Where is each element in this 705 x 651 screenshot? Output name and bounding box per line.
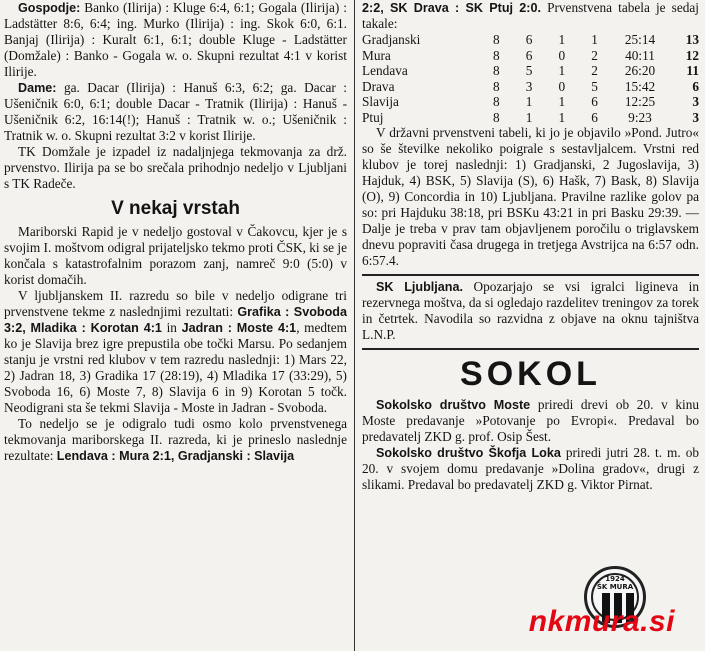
table-cell: 26:20 [624,63,656,78]
maribor-class-article: To nedeljo se je odigralo tudi osmo kolo prvenstvenega tekmovanja mariborskega II. razreda, ki je prineslo naslednje rezultate: Lendava : Mura 2:1, Gradjanski : Slavija [4,416,347,463]
table-cell: 12:25 [624,94,656,109]
club-logo: 1924 ŠK MURA [584,566,646,628]
sokol-moste-notice: Sokolsko društvo Moste priredi drevi ob 20. v kinu Moste predavanje »Potovanje po Evropi«. Predaval bo predavatelj ZKD g. prof. Osip Šest. [362,397,699,444]
table-cell: 9:23 [628,109,652,125]
table-cell: 6 [692,78,699,94]
table-cell: 6 [591,109,598,125]
sokol-skofja-loka-notice: Sokolsko društvo Škofja Loka priredi jutri 28. t. m. ob 20. v svojem domu predavanje »Dolina gradov«, drugi z slikami. Predaval bo predavatelj ZKD g. Viktor Pirnat. [362,445,699,492]
table-row [362,32,699,48]
table-cell: 8 [493,94,500,109]
table-cell: 1 [558,94,566,109]
maribor-results-continued: 2:2, SK Drava : SK Ptuj 2:0. Prvenstvena tabela je sedaj takale: [362,0,699,31]
table-cell: 1 [558,32,566,47]
table-cell: Drava [362,78,395,94]
table-cell: 8 [493,32,500,47]
separator [362,274,699,276]
separator [362,348,699,350]
table-cell: 1 [525,94,533,109]
rapid-cakovec-article: Mariborski Rapid je v nedeljo gostoval v Čakovcu, kjer je s svojim I. moštvom odigral prijateljsko tekmo proti ČSK, ki se je končala s katastrofalnim porazom zanj, namreč 9:0 (5:0) v korist domačih. [4,224,347,287]
table-cell: 8 [493,109,500,125]
section-heading: V nekaj vrstah [111,198,240,219]
table-cell: 2 [591,47,598,63]
table-cell: Gradjanski [362,32,421,47]
table-cell: 1 [558,109,566,125]
table-row [362,94,699,110]
site-watermark: nkmura.si [528,605,675,638]
table-cell: 25:14 [624,32,656,47]
table-cell: 11 [686,63,699,78]
table-row [362,48,699,64]
ljubljana-class-article: V ljubljanskem II. razredu so bile v nedeljo odigrane tri prvenstvene tekme z naslednjimi rezultati: Grafika : Svoboda 3:2, Mladika : Korotan 4:1 in Jadran : Moste 4:1, medtem ko je Slavija brez igre prepustila obe točki Marsu. Po sedanjem stanju je vrstni red klubov v tem razredu naslednji: 1) Mars 22, 2) Jadran 18, 3) Gradika 17 (28:19), 4) Mladika 17 (33:29), 5) Svoboda 16, 6) Moste 7, 8) Slavija 6 in 9) Korotan 5 točk. Neodigrani sta še tekmi Slavija - Moste in Jadran - Svoboda. [4,288,347,415]
table-cell: 8 [493,63,500,78]
table-cell: 1 [591,32,598,47]
table-cell: 6 [591,94,598,109]
table-row [362,63,699,79]
table-cell: 5 [525,63,533,78]
tennis-men-results: Gospodje: Banko (Ilirija) : Kluge 6:4, 6:1; Gogala (Ilirija) : Ladstätter 8:6, 6:4; ing. Murko (Ilirija) : ing. Skok 6:0, 6:1. Banjaj (Ilirija) : Kuralt 6:1, 6:1; double Kluge - Ladstätter (Domžale) : Banko - Gogala w. o. Skupni rezultat 4:1 v korist Ilirije. [4,0,347,79]
table-cell: 8 [493,47,500,63]
standings-table [362,32,699,125]
right-column [362,0,699,651]
table-cell: 15:42 [624,78,656,94]
table-cell: 6 [525,32,533,47]
tennis-women-results: Dame: ga. Dacar (Ilirija) : Hanuš 6:3, 6:2; ga. Dacar : Ušeničnik 6:0, 6:1; double Dacar - Tratnik (Ilirija) : Hanuš - Ušeničnik 6:2, 16:14(!); Hanuš : Tratnik w. o.; Ušeničnik : Tratnik w. o. Skupni rezultat 3:2 v korist Ilirije. [4,80,347,143]
sk-ljubljana-notice: SK Ljubljana. Opozarjajo se vsi igralci ligineva in rezervnega moštva, da si ogledajo razdelitev treningov za torek in četrtek. Navodila so razvidna z objave na oknu tajništva L.N.P. [362,279,699,342]
table-cell: 5 [591,78,598,94]
table-cell: 12 [685,47,699,63]
table-cell: Mura [362,47,391,63]
table-cell: Slavija [362,94,399,109]
state-table-correction: V državni prvenstveni tabeli, ki jo je objavilo »Pond. Jutro« so še številke nekoliko poigrale s sestavljalcem. Vrstni red klubov je torej naslednji: 1) Gradjanski, 2 Jugoslavija, 3) Hajduk, 4) BSK, 5) Slavija (S), 6) Hašk, 7) Bask, 8) Slavija (O), 9) Concordia in 10) Ljubljana. Pravilne razlike golov pa so: pri Hajduku 38:18, pri BSKu 43:21 in pri Basku 29:39. — Dalje je treba v prav tam objavljenem poročilu o triglavskem dnevu popraviti časa drugega in tretjega Avstrijca na 6:57 odn. 6:57.4. [362,125,699,268]
table-cell: Ptuj [362,109,384,125]
left-column [4,0,347,651]
table-cell: 40:11 [625,47,655,63]
table-row [362,79,699,95]
column-divider [354,0,355,651]
table-cell: 1 [525,109,533,125]
table-cell: 3 [692,94,699,109]
table-cell: 3 [525,78,533,94]
table-cell: 3 [692,109,699,125]
table-cell: 1 [558,63,566,78]
table-cell: 2 [591,63,598,78]
table-cell: 0 [558,47,566,63]
table-cell: 0 [558,78,566,94]
table-cell: Lendava [362,63,408,78]
table-cell: 8 [493,78,500,94]
tk-domzale-note: TK Domžale je izpadel iz nadaljnjega tekmovanja za drž. prvenstvo. Ilirija pa se bo srečala prihodnjo nedeljo v Ljubljani s TK Radeče. [4,144,347,191]
table-row [362,110,699,126]
sokol-heading: SOKOL [460,355,601,393]
table-cell: 13 [685,32,699,47]
table-cell: 6 [525,47,533,63]
